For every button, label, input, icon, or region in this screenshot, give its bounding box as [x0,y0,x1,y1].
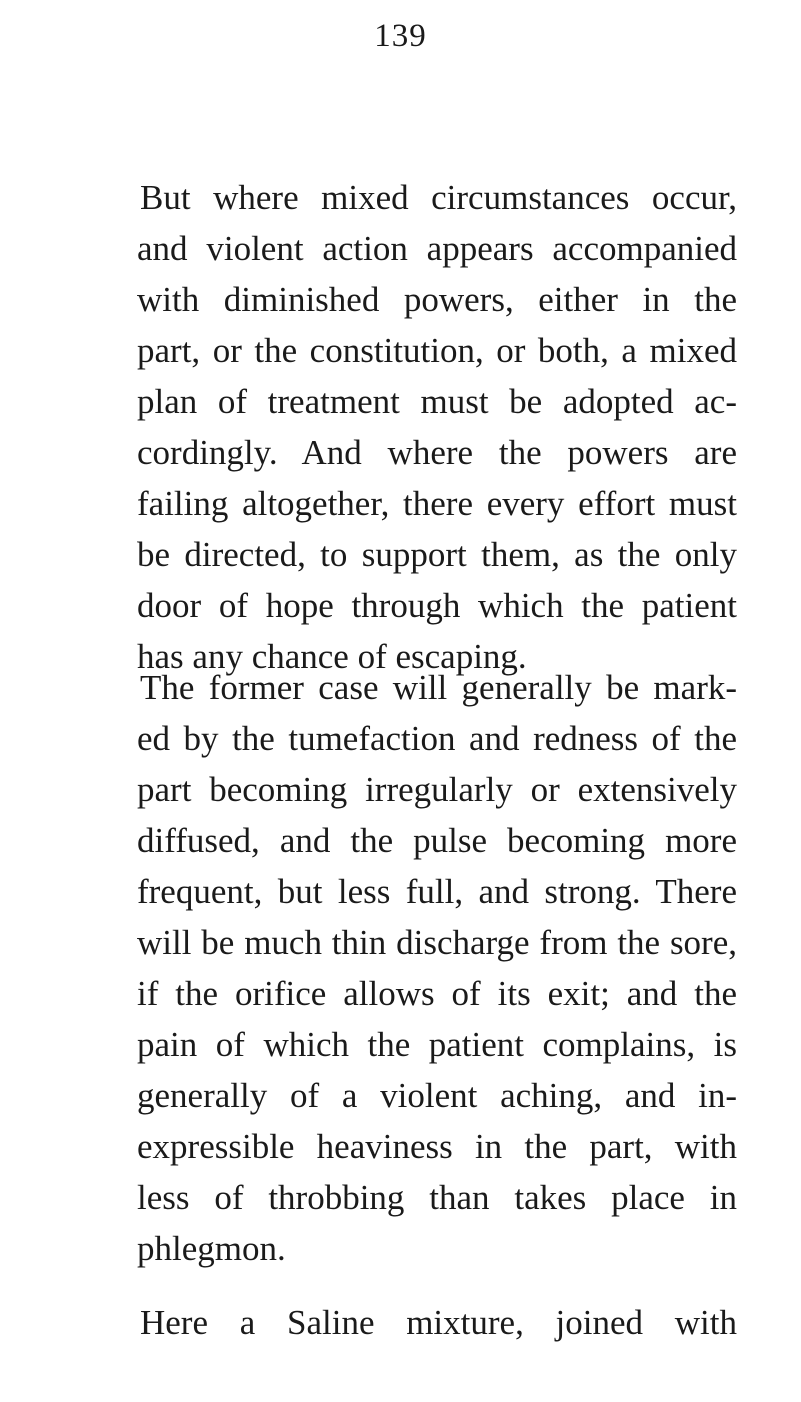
text-line: failing altogether, there every effort must [137,484,737,523]
text-line: less of throbbing than takes place in [137,1178,737,1217]
text-line: cordingly. And where the powers are [137,433,737,472]
paragraph-3 [137,1297,737,1348]
text-line: phlegmon. [137,1229,286,1268]
text-line: ed by the tumefaction and redness of the [137,719,737,758]
text-line: plan of treatment must be adopted ac- [137,382,737,421]
text-line: if the orifice allows of its exit; and the [137,974,737,1013]
text-line: pain of which the patient complains, is [137,1025,737,1064]
paragraph-1 [137,172,737,682]
text-line: door of hope through which the patient [137,586,737,625]
text-line: The former case will generally be mark- [140,668,737,707]
text-line: expressible heaviness in the part, with [137,1127,737,1166]
text-line: diffused, and the pulse becoming more [137,821,737,860]
text-line: part, or the constitution, or both, a mixed [137,331,737,370]
page-number: 139 [374,18,427,54]
text-line: generally of a violent aching, and in- [137,1076,737,1115]
text-line: has any chance of escaping. [137,637,527,676]
text-line: Here a Saline mixture, joined with [140,1303,737,1342]
text-line: be directed, to support them, as the only [137,535,737,574]
paragraph-2 [137,662,737,1274]
text-line: will be much thin discharge from the sore, [137,923,737,962]
text-line: with diminished powers, either in the [137,280,737,319]
text-line: But where mixed circumstances occur, [140,178,737,217]
text-line: frequent, but less full, and strong. There [137,872,737,911]
text-line: and violent action appears accompanied [137,229,737,268]
text-line: part becoming irregularly or extensively [137,770,737,809]
